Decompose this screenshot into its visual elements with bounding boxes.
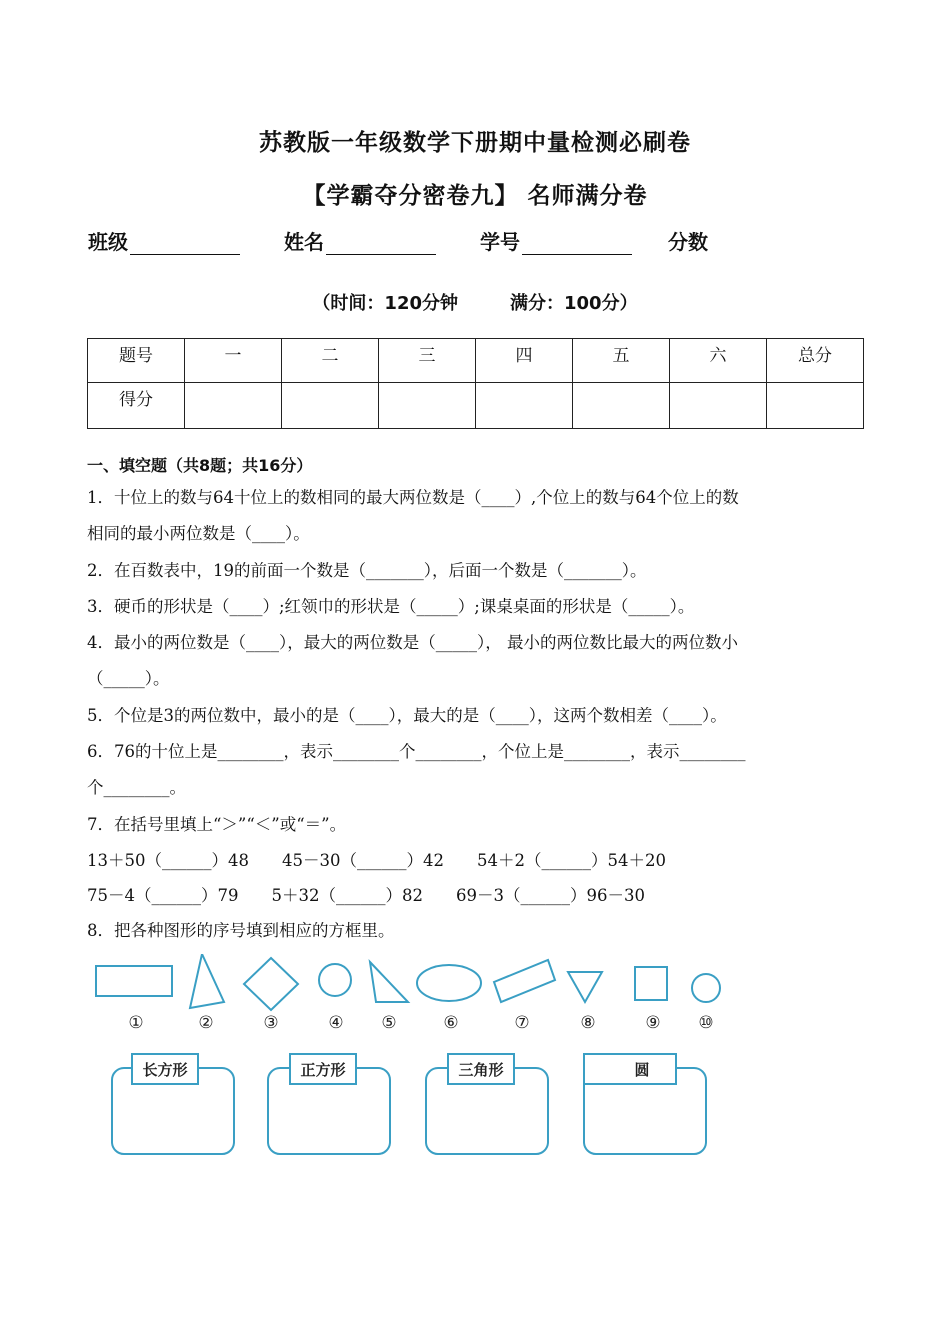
question-6b: 个________。 [87,778,186,797]
time-limit: （时间：120分钟 [312,293,458,314]
score-header-cell: 五 [573,339,670,383]
shape-number: ② [198,1013,214,1033]
shape-number: ③ [263,1013,279,1033]
shape-number: ⑩ [698,1013,714,1033]
shape-number: ④ [328,1013,344,1033]
box-label: 圆 [634,1061,650,1079]
class-blank[interactable] [130,234,240,255]
shape-inverted-triangle [568,972,602,1002]
question-7: 7．在括号里填上“＞”“＜”或“＝”。 [87,815,347,834]
question-1a: 1．十位上的数与64十位上的数相同的最大两位数是（____）,个位上的数与64个位上的数 [87,488,739,507]
shape-rectangle [96,966,172,996]
score-table [87,338,864,429]
class-label: 班级 [88,230,128,254]
page-subtitle: 【学霸夺分密卷九】 名师满分卷 [302,183,648,209]
shape-number: ⑨ [645,1013,661,1033]
student-info [88,226,752,255]
score-cell[interactable] [476,383,573,429]
shape-ellipse [417,965,481,1001]
score-table-header-row [88,339,864,383]
score-header-cell: 一 [185,339,282,383]
shape-number: ⑥ [443,1013,459,1033]
question-4b: （_____）。 [87,669,170,688]
question-8: 8．把各种图形的序号填到相应的方框里。 [87,921,395,940]
question-5: 5．个位是3的两位数中，最小的是（____），最大的是（____），这两个数相差（____）。 [87,706,727,725]
shape-tilted-rectangle [494,960,555,1002]
score-cell[interactable] [185,383,282,429]
score-cell[interactable] [573,383,670,429]
score-header-cell: 六 [670,339,767,383]
id-label: 学号 [480,230,520,254]
name-label: 姓名 [284,230,324,254]
shape-square [635,967,667,1000]
score-header-cell: 总分 [767,339,864,383]
score-header-cell: 三 [379,339,476,383]
shape-triangle [370,962,408,1002]
shape-circle [692,974,720,1002]
shape-number: ① [128,1013,144,1033]
question-6a: 6．76的十位上是________，表示________个________，个位上是________，表示________ [87,742,746,761]
shapes-figure [90,954,740,1164]
shape-number: ⑦ [514,1013,530,1033]
shape-circle [319,964,351,996]
score-cell[interactable] [379,383,476,429]
score-row-label: 得分 [88,383,185,429]
score-cell[interactable] [670,383,767,429]
shape-diamond-square [244,958,298,1010]
score-cell[interactable] [767,383,864,429]
page-title: 苏教版一年级数学下册期中量检测必刷卷 [259,130,691,156]
box-label: 长方形 [142,1061,188,1079]
id-blank[interactable] [522,234,632,255]
question-7-row1: 13＋50（______）48 45－30（______）42 54＋2（______）54＋20 [87,851,666,870]
score-cell[interactable] [282,383,379,429]
box-label: 三角形 [458,1061,504,1079]
score-field [668,226,708,255]
question-2: 2．在百数表中，19的前面一个数是（_______），后面一个数是（_______）。 [87,561,647,580]
name-blank[interactable] [326,234,436,255]
score-table-row [88,383,864,429]
full-score: 满分：100分） [510,293,638,314]
shape-number: ⑤ [381,1013,397,1033]
name-field [284,226,436,255]
class-field [88,226,240,255]
question-1b: 相同的最小两位数是（____）。 [87,524,310,543]
section-title: 一、填空题（共8题；共16分） [87,456,313,475]
exam-timing [0,289,950,315]
question-3: 3．硬币的形状是（____）;红领巾的形状是（_____）;课桌桌面的形状是（_____）。 [87,597,695,616]
score-header-cell: 二 [282,339,379,383]
box-label: 正方形 [300,1061,346,1079]
shape-number: ⑧ [580,1013,596,1033]
score-label: 分数 [668,230,708,254]
id-field [480,226,632,255]
score-header-cell: 题号 [88,339,185,383]
box-label-tab [584,1054,676,1084]
score-header-cell: 四 [476,339,573,383]
question-4a: 4．最小的两位数是（____），最大的两位数是（_____）， 最小的两位数比最大的两位数小 [87,633,738,652]
shape-triangle [190,954,224,1008]
question-7-row2: 75－4（______）79 5＋32（______）82 69－3（______）96－30 [87,886,645,905]
